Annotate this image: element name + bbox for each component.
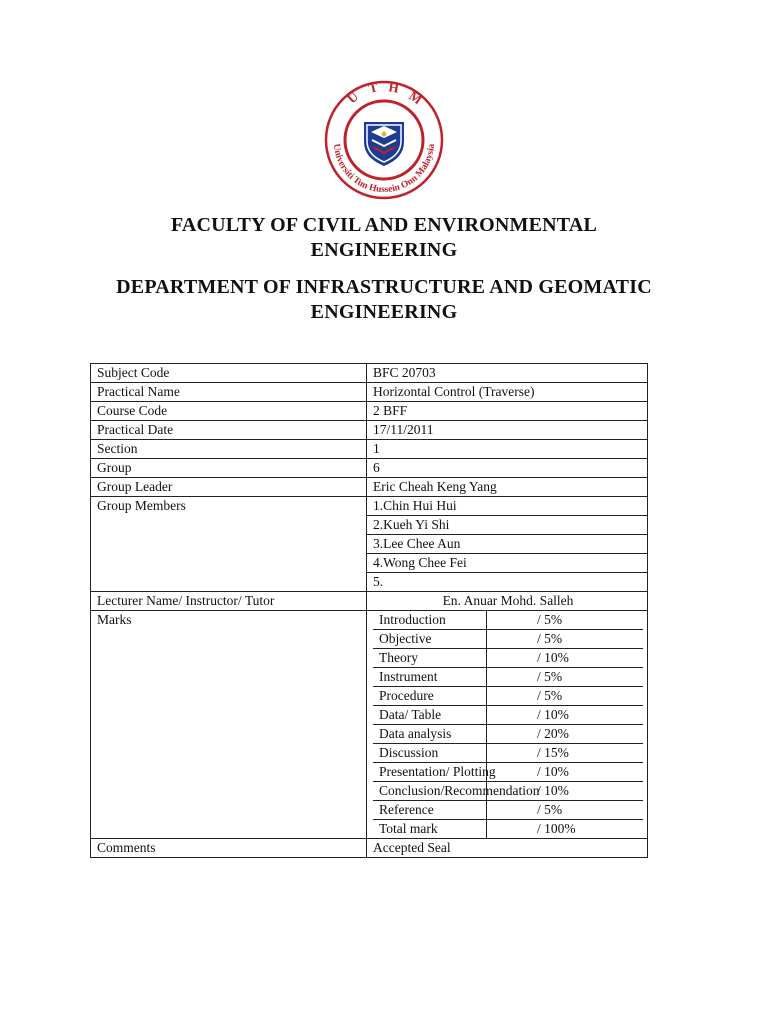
practical-name-value: Horizontal Control (Traverse) (367, 383, 648, 402)
marks-row (373, 687, 643, 706)
marks-score: / 15% (487, 744, 644, 763)
marks-item: Presentation/ Plotting (373, 763, 487, 782)
subject-code-value: BFC 20703 (367, 364, 648, 383)
marks-row (373, 725, 643, 744)
table-row (91, 497, 648, 516)
lecturer-label: Lecturer Name/ Instructor/ Tutor (91, 592, 367, 611)
cover-form-table (90, 363, 648, 858)
logo-letter-m: M (406, 88, 425, 108)
group-label: Group (91, 459, 367, 478)
table-row (91, 440, 648, 459)
table-row (91, 478, 648, 497)
marks-score: / 5% (487, 611, 644, 630)
table-row (91, 402, 648, 421)
marks-row (373, 668, 643, 687)
course-code-value: 2 BFF (367, 402, 648, 421)
department-heading-line-2: ENGINEERING (310, 301, 458, 323)
marks-row (373, 820, 643, 839)
department-heading-line-1: DEPARTMENT OF INFRASTRUCTURE AND GEOMATIC (116, 276, 652, 298)
practical-name-label: Practical Name (91, 383, 367, 402)
comments-label: Comments (91, 839, 367, 858)
accepted-seal-field: Accepted Seal (367, 839, 648, 858)
practical-date-value: 17/11/2011 (367, 421, 648, 440)
marks-score: / 5% (487, 801, 644, 820)
table-row (91, 421, 648, 440)
faculty-heading-line-1: FACULTY OF CIVIL AND ENVIRONMENTAL (170, 214, 598, 236)
marks-score: / 5% (487, 630, 644, 649)
marks-score: / 10% (487, 706, 644, 725)
marks-row (373, 611, 643, 630)
department-heading (0, 275, 768, 325)
marks-label: Marks (91, 611, 367, 839)
group-members-label: Group Members (91, 497, 367, 592)
marks-item: Reference (373, 801, 487, 820)
marks-row (373, 706, 643, 725)
group-member-2: 2.Kueh Yi Shi (367, 516, 648, 535)
marks-breakdown-cell (367, 611, 648, 839)
group-value: 6 (367, 459, 648, 478)
faculty-heading-line-2: ENGINEERING (310, 239, 458, 261)
practical-date-label: Practical Date (91, 421, 367, 440)
marks-row (373, 649, 643, 668)
logo-letter-h: H (387, 79, 401, 96)
marks-row (373, 763, 643, 782)
marks-table (373, 611, 643, 838)
table-row (91, 839, 648, 858)
marks-item: Conclusion/Recommendation (373, 782, 487, 801)
marks-item: Total mark (373, 820, 487, 839)
table-row (91, 459, 648, 478)
marks-item: Introduction (379, 612, 446, 627)
table-row (91, 364, 648, 383)
logo-letter-t: T (367, 79, 380, 96)
marks-score: / 10% (487, 782, 644, 801)
marks-score: / 10% (487, 649, 644, 668)
marks-score: / 100% (487, 820, 644, 839)
marks-item: Data analysis (373, 725, 487, 744)
marks-score: / 10% (487, 763, 644, 782)
shield-icon (364, 122, 404, 166)
marks-row (373, 630, 643, 649)
marks-score: / 5% (487, 687, 644, 706)
section-value: 1 (367, 440, 648, 459)
marks-score: / 5% (487, 668, 644, 687)
marks-item: Data/ Table (373, 706, 487, 725)
section-label: Section (91, 440, 367, 459)
group-member-5: 5. (367, 573, 648, 592)
group-member-1: 1.Chin Hui Hui (367, 497, 648, 516)
group-leader-value: Eric Cheah Keng Yang (367, 478, 648, 497)
marks-item: Instrument (373, 668, 487, 687)
marks-row (373, 782, 643, 801)
table-row (91, 383, 648, 402)
course-code-label: Course Code (91, 402, 367, 421)
group-leader-label: Group Leader (91, 478, 367, 497)
marks-item: Objective (373, 630, 487, 649)
table-row (91, 611, 648, 839)
marks-item: Discussion (373, 744, 487, 763)
marks-row (373, 801, 643, 820)
group-member-4: 4.Wong Chee Fei (367, 554, 648, 573)
logo-letter-u: U (344, 88, 362, 107)
marks-score: / 20% (487, 725, 644, 744)
lecturer-value: En. Anuar Mohd. Salleh (367, 592, 648, 611)
logo-ring-text: Universiti Tun Hussein Onn Malaysia (330, 143, 438, 196)
subject-code-label: Subject Code (91, 364, 367, 383)
marks-item: Procedure (373, 687, 487, 706)
marks-item: Theory (373, 649, 487, 668)
faculty-heading (0, 213, 768, 263)
marks-row (373, 744, 643, 763)
group-member-3: 3.Lee Chee Aun (367, 535, 648, 554)
table-row (91, 592, 648, 611)
uthm-logo (318, 78, 450, 202)
